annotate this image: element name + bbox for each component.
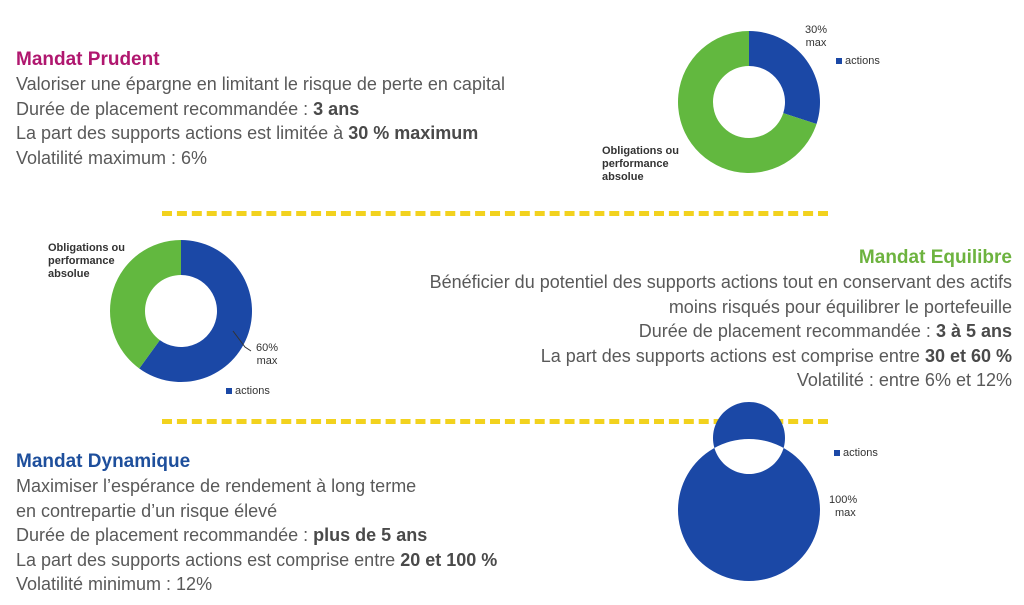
mandat-prudent-line-1: Valoriser une épargne en limitant le risque de perte en capital [16, 74, 505, 94]
oblig-line-1: Obligations ou [602, 145, 679, 157]
mandat-prudent-line-4: Volatilité maximum : 6% [16, 147, 208, 168]
mandat-equilibre-title: Mandat Equilibre [858, 247, 1012, 268]
oblig-line-3: absolue [48, 268, 90, 280]
oblig-line-2: performance [602, 158, 669, 170]
mandat-equilibre-line-1: Bénéficier du potentiel des supports actions tout en conservant des actifs [429, 272, 1012, 292]
legend-equilibre [226, 385, 270, 398]
mandat-dynamique-line-2: en contrepartie d’un risque élevé [16, 500, 278, 521]
donut-chart-dynamique [677, 438, 821, 582]
donut-chart-equilibre [109, 239, 253, 383]
legend-prudent [836, 55, 880, 68]
data-label-60: 60% [255, 342, 279, 354]
legend-label-actions: actions [845, 55, 880, 67]
legend-swatch [836, 58, 842, 64]
oblig-line-3: absolue [602, 171, 644, 183]
data-label-60-max [251, 342, 283, 368]
legend-label-actions: actions [843, 447, 878, 459]
mandat-equilibre-line-4: La part des supports actions est comprise entre 30 et 60 % [540, 345, 1012, 366]
mandat-equilibre-line-3: Durée de placement recommandée : 3 à 5 ans [638, 321, 1012, 341]
legend-swatch [226, 388, 232, 394]
mandat-dynamique-title: Mandat Dynamique [16, 451, 191, 472]
donut-slice-actions [678, 402, 820, 581]
legend-dynamique [834, 447, 878, 460]
mandat-prudent-title: Mandat Prudent [16, 49, 160, 70]
oblig-line-1: Obligations ou [48, 242, 125, 254]
legend-swatch [834, 450, 840, 456]
mandat-prudent-block [16, 48, 616, 170]
data-label-max-1: max [805, 37, 827, 49]
mandat-equilibre-line-2: moins risqués pour équilibrer le portefeuille [668, 296, 1012, 317]
data-label-100: 100% [829, 494, 858, 506]
mandat-dynamique-line-1: Maximiser l’espérance de rendement à long terme [16, 476, 417, 496]
data-label-obligations-2 [48, 242, 125, 281]
separator-1 [162, 211, 828, 216]
data-label-obligations-1 [602, 145, 679, 184]
mandat-dynamique-line-5: Volatilité minimum : 12% [16, 574, 213, 594]
donut-chart-prudent [677, 30, 821, 174]
oblig-line-2: performance [48, 255, 115, 267]
data-label-30: 30% [804, 24, 828, 36]
mandat-dynamique-line-3: Durée de placement recommandée : plus de 5 ans [16, 525, 428, 545]
data-label-100-max [829, 494, 857, 520]
mandat-prudent-line-3: La part des supports actions est limitée à 30 % maximum [16, 123, 479, 143]
data-label-30-max [801, 24, 831, 50]
mandat-dynamique-line-4: La part des supports actions est comprise entre 20 et 100 % [16, 549, 498, 570]
mandat-equilibre-block [312, 246, 1012, 393]
data-label-max-2: max [256, 355, 278, 367]
mandat-prudent-line-2: Durée de placement recommandée : 3 ans [16, 98, 360, 119]
data-label-max-3: max [835, 507, 856, 519]
mandat-equilibre-line-5: Volatilité : entre 6% et 12% [796, 370, 1012, 390]
mandat-dynamique-block [16, 450, 636, 597]
legend-label-actions: actions [235, 385, 270, 397]
